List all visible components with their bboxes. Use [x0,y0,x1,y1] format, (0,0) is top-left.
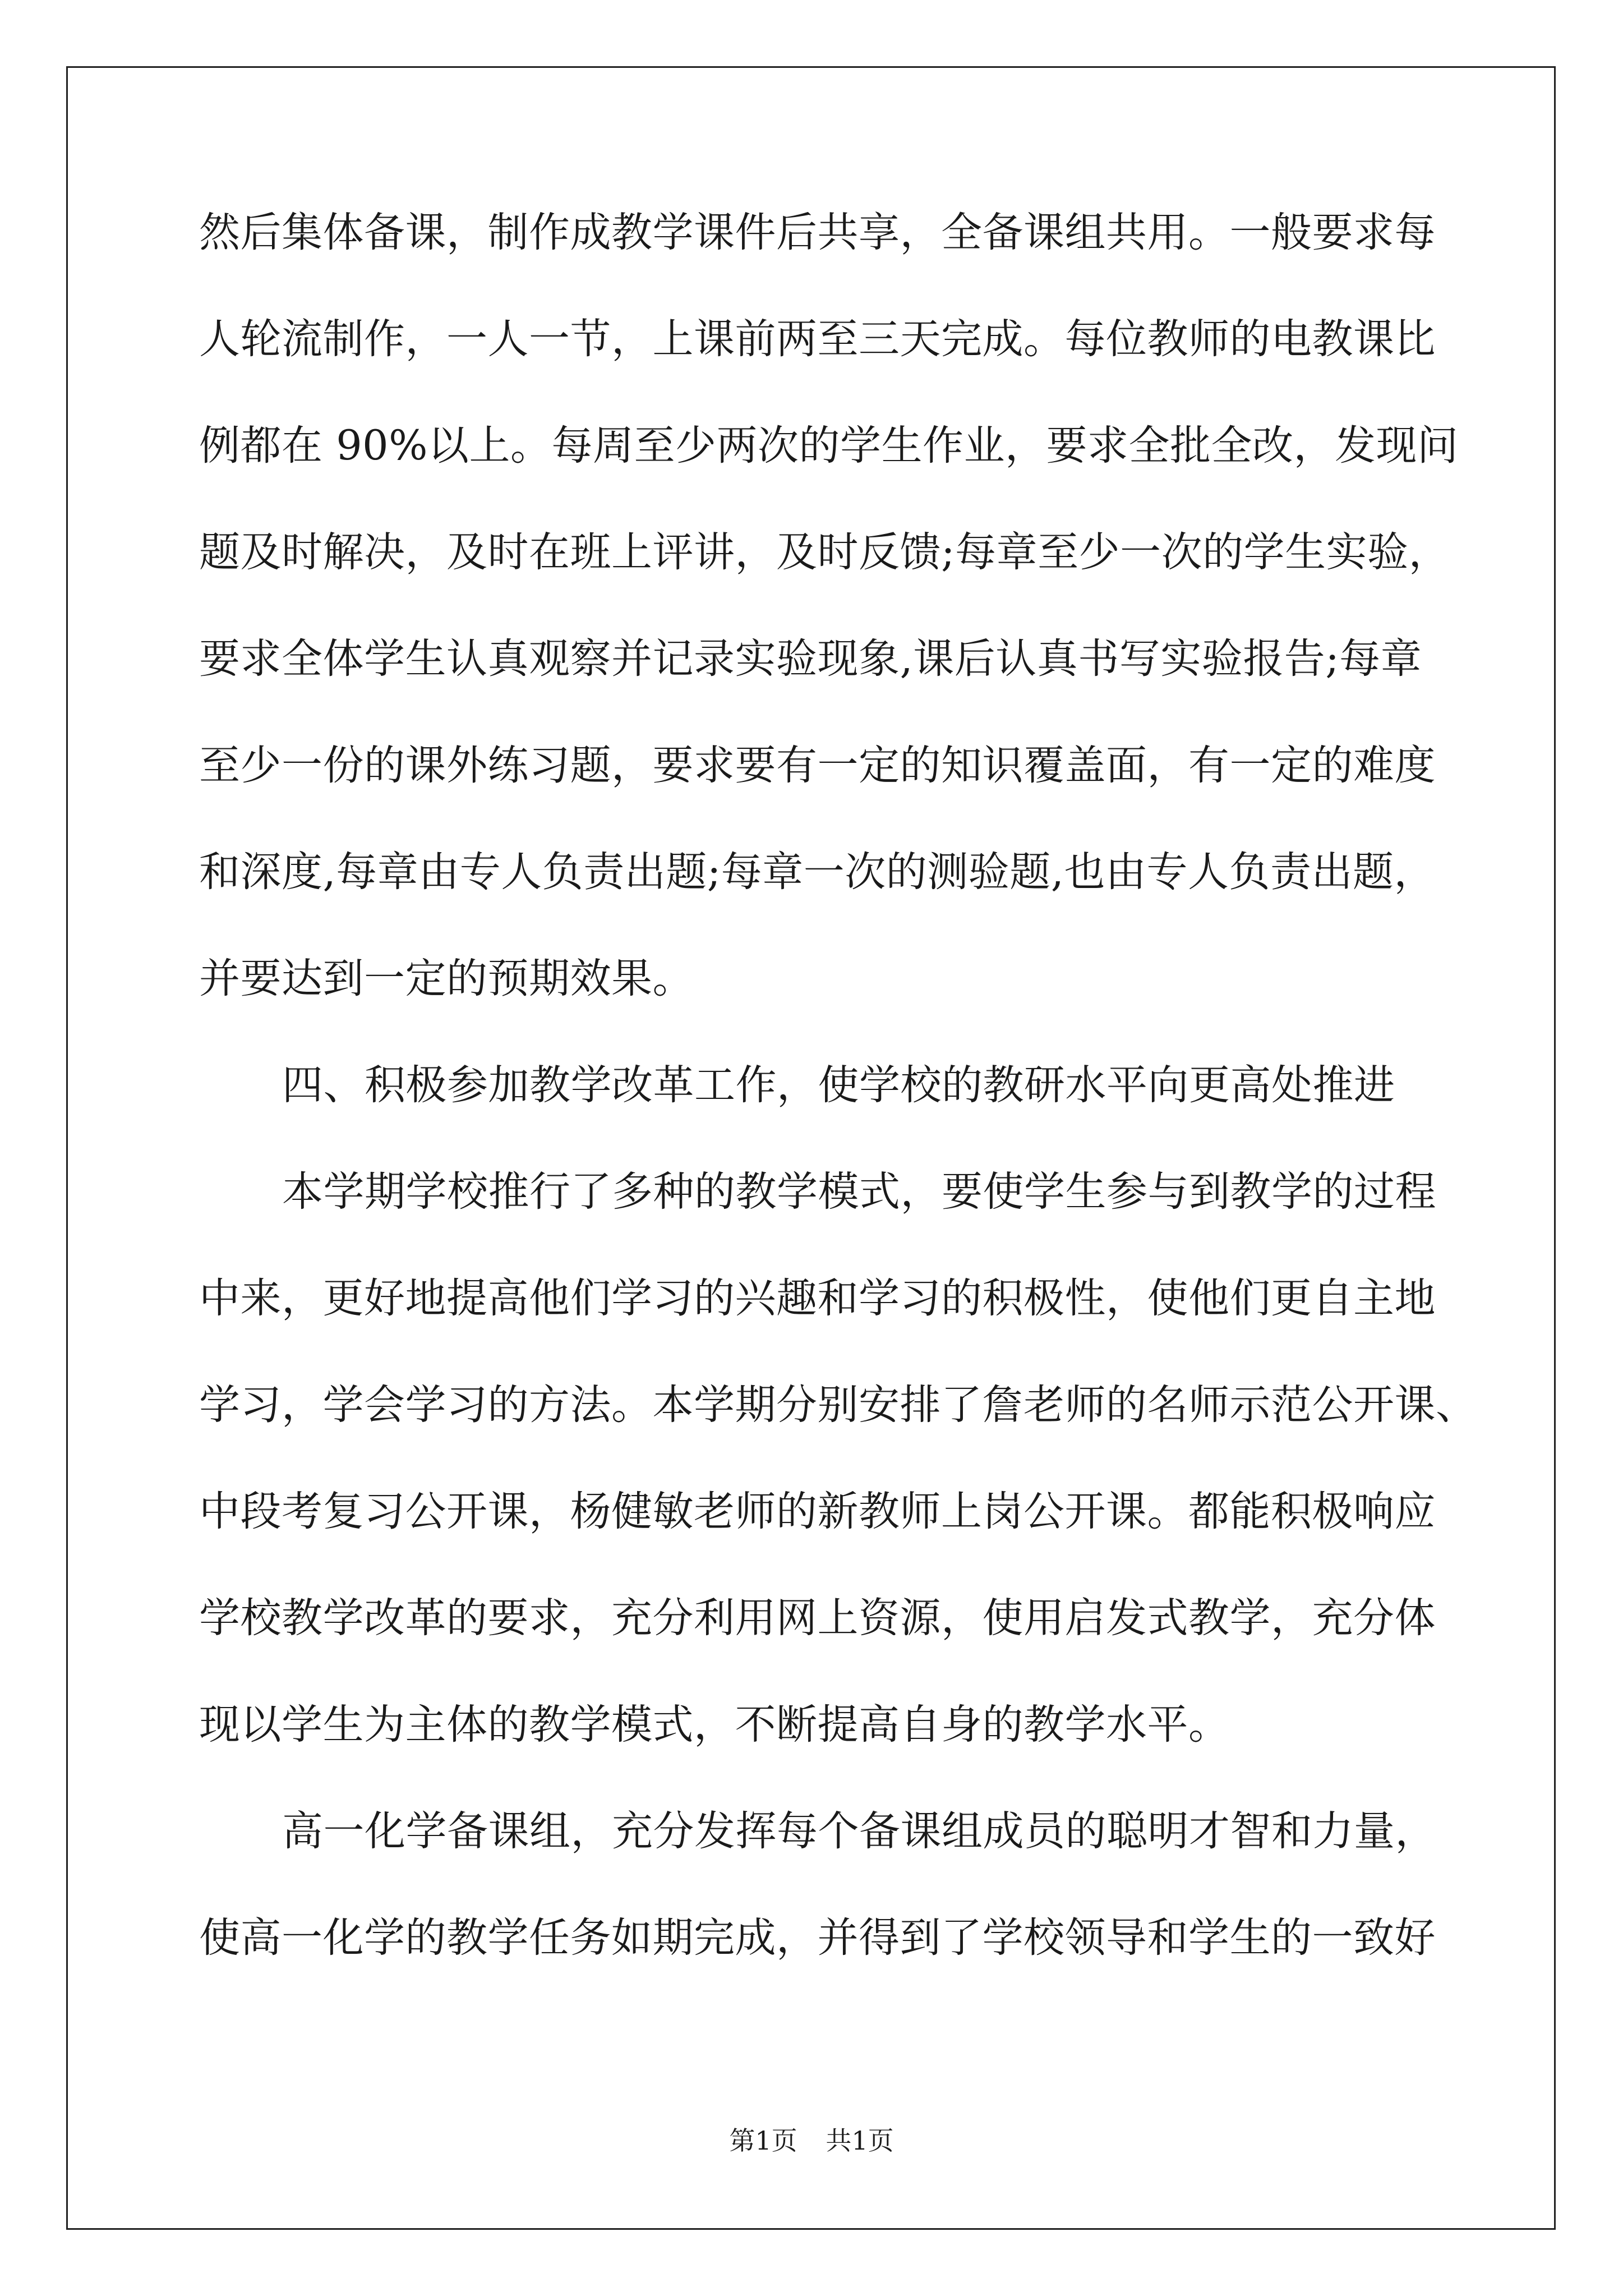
document-body [199,209,1477,2024]
page-total: 共1页 [826,2125,894,2156]
section-heading: 四、积极参加教学改革工作，使学校的教研水平向更高处推进 [282,1061,1395,1109]
text-line: 并要达到一定的预期效果。 [199,955,694,1002]
page-footer [0,2120,1623,2157]
paragraph-start-line: 本学期学校推行了多种的教学模式，要使学生参与到教学的过程 [282,1168,1436,1216]
text-line: 例都在 90%以上。每周至少两次的学生作业，要求全批全改，发现问 [199,422,1459,470]
text-line: 使高一化学的教学任务如期完成，并得到了学校领导和学生的一致好 [199,1914,1436,1962]
page-number: 第1页 [729,2125,797,2156]
text-line: 中段考复习公开课，杨健敏老师的新教师上岗公开课。都能积极响应 [199,1488,1436,1535]
text-line: 要求全体学生认真观察并记录实验现象,课后认真书写实验报告;每章 [199,635,1422,683]
text-line: 题及时解决，及时在班上评讲，及时反馈;每章至少一次的学生实验， [199,528,1450,576]
text-line: 然后集体备课，制作成教学课件后共享，全备课组共用。一般要求每 [199,209,1436,256]
text-line: 和深度,每章由专人负责出题;每章一次的测验题,也由专人负责出题， [199,848,1436,896]
text-line: 现以学生为主体的教学模式，不断提高自身的教学水平。 [199,1701,1230,1749]
text-line: 学习，学会学习的方法。本学期分别安排了詹老师的名师示范公开课、 [199,1381,1477,1429]
text-line: 中来，更好地提高他们学习的兴趣和学习的积极性，使他们更自主地 [199,1274,1436,1322]
paragraph-start-line: 高一化学备课组，充分发挥每个备课组成员的聪明才智和力量， [282,1807,1436,1855]
text-line: 至少一份的课外练习题，要求要有一定的知识覆盖面，有一定的难度 [199,742,1436,789]
text-line: 人轮流制作，一人一节，上课前两至三天完成。每位教师的电教课比 [199,315,1436,363]
text-line: 学校教学改革的要求，充分利用网上资源，使用启发式教学，充分体 [199,1594,1436,1642]
